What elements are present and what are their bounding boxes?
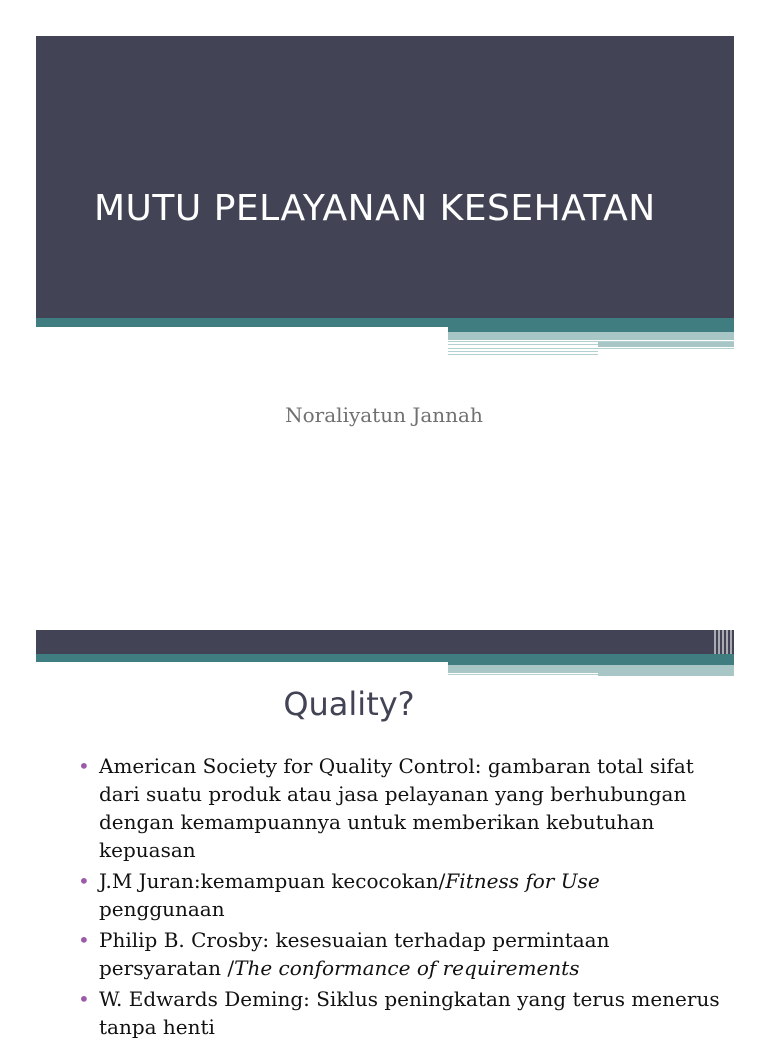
author-name: Noraliyatun Jannah — [285, 403, 483, 427]
slide-title: MUTU PELAYANAN KESEHATAN — [94, 188, 656, 229]
list-item: • American Society for Quality Control: gambaran total sifat dari suatu produk atau jasa pelayanan yang berhubungan dengan kemampuannya untuk memberikan kebutuhan kepuasan — [78, 754, 694, 862]
bullet-icon: • — [78, 987, 90, 1011]
list-item: • Philip B. Crosby: kesesuaian terhadap permintaan persyaratan /The conformance of requirements — [78, 928, 610, 980]
quality-heading: Quality? — [283, 685, 415, 723]
bullet-icon: • — [78, 869, 90, 893]
content-slide-header — [36, 630, 734, 654]
bullet-icon: • — [78, 754, 90, 778]
list-item: • W. Edwards Deming: Siklus peningkatan yang terus menerus tanpa henti — [78, 987, 720, 1039]
list-item: • J.M Juran:kemampuan kecocokan/Fitness for Use penggunaan — [78, 869, 600, 921]
definition-list — [78, 752, 728, 1044]
bullet-icon: • — [78, 928, 90, 952]
title-slide-header — [36, 36, 734, 318]
